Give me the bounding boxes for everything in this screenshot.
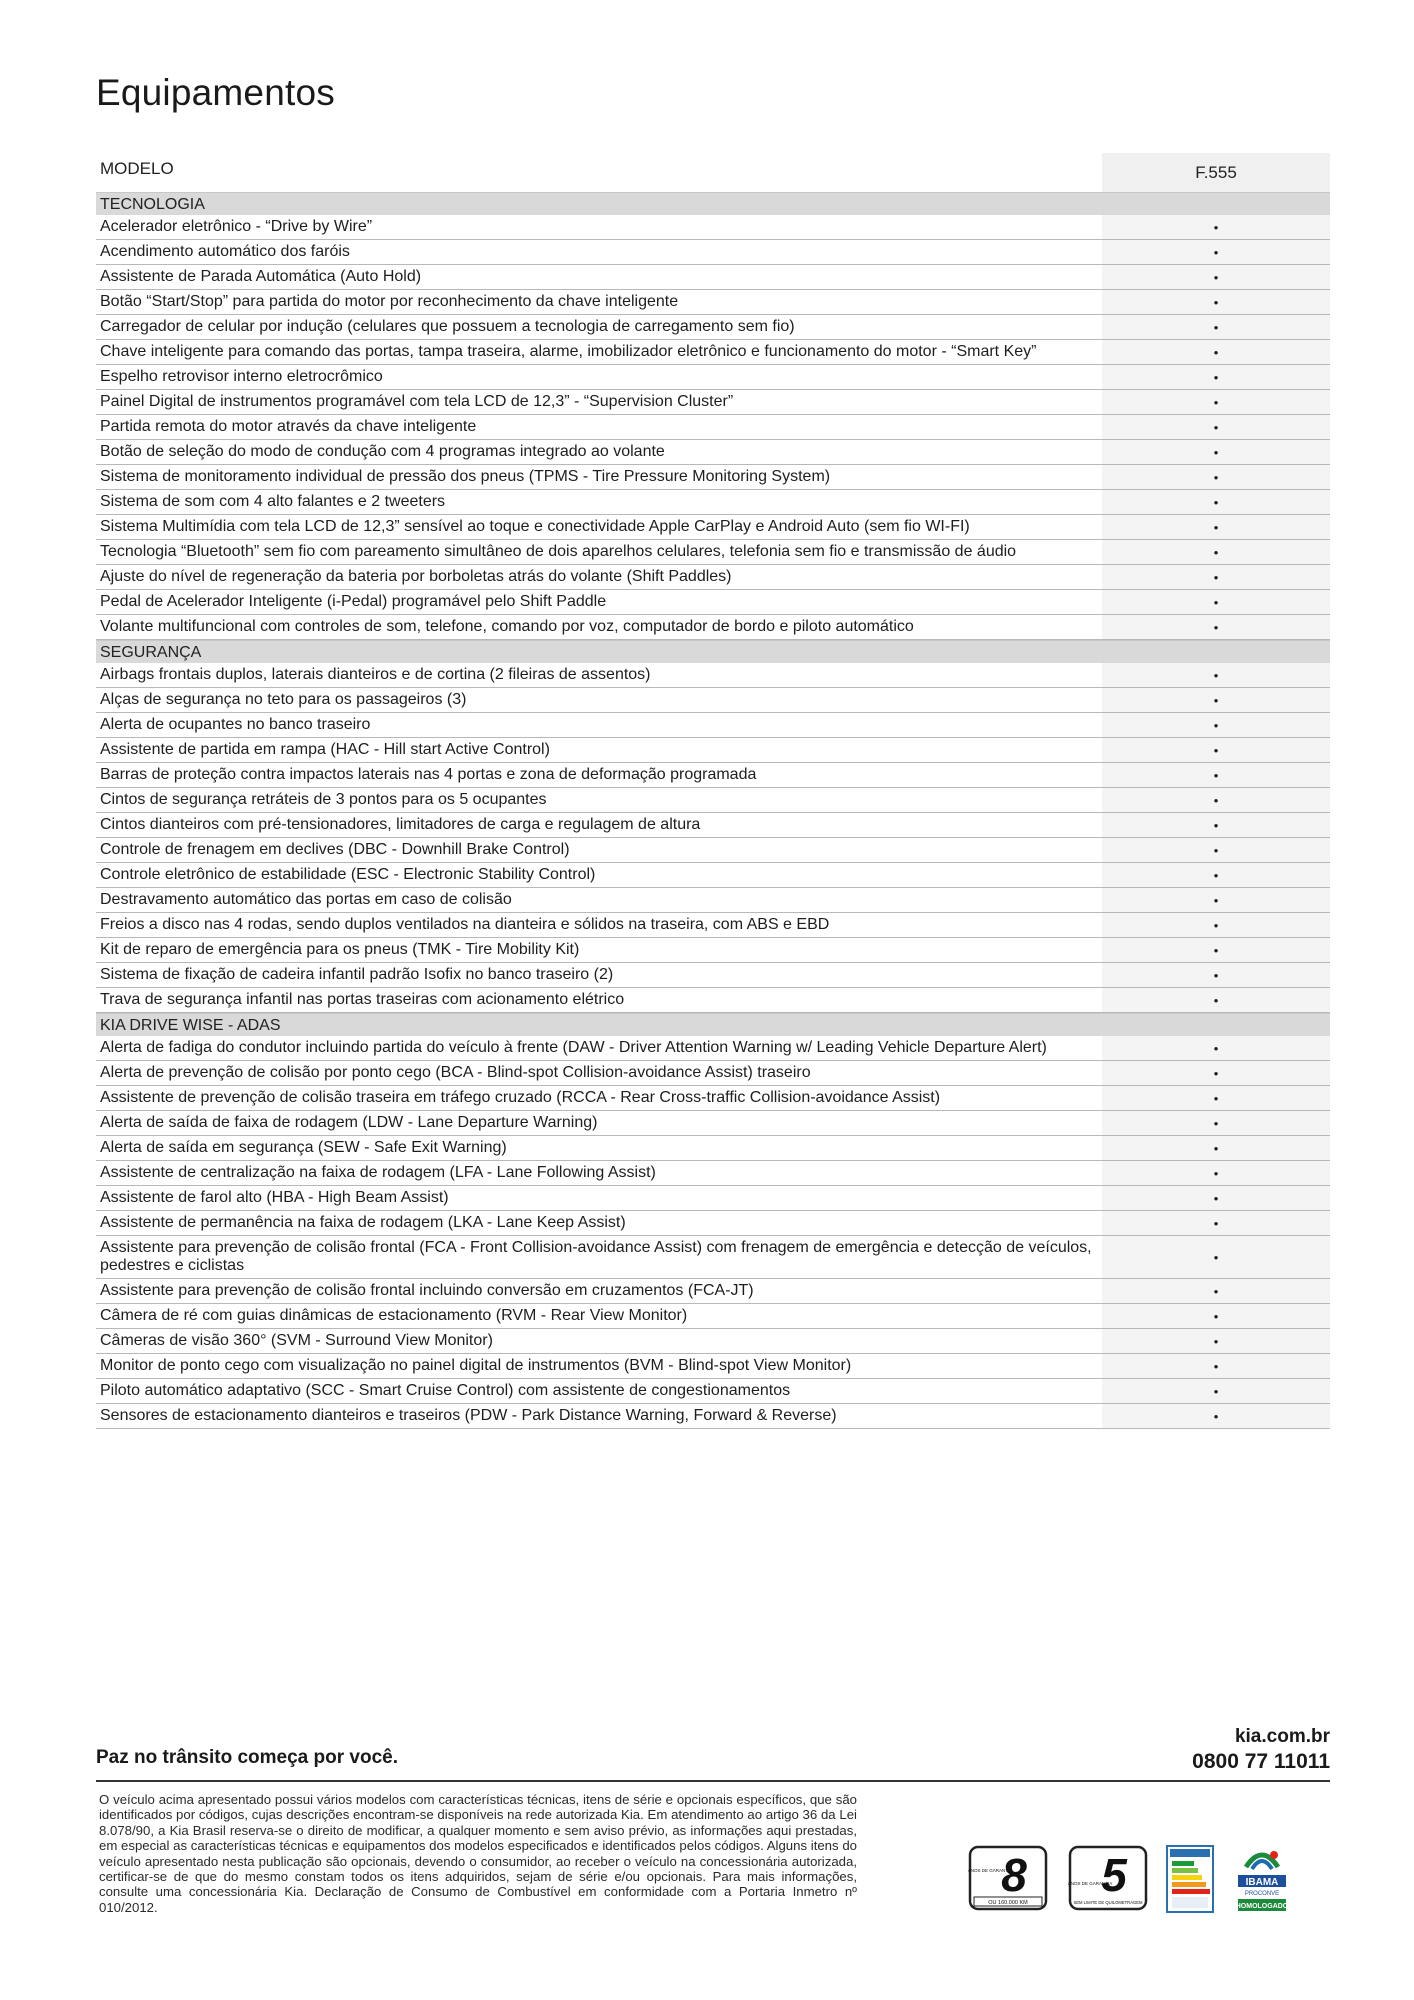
availability-bullet: • [1102,938,1330,962]
availability-bullet: • [1102,615,1330,639]
table-row [96,688,1330,713]
table-row [96,1161,1330,1186]
availability-bullet: • [1102,515,1330,539]
equipment-item: Carregador de celular por indução (celulares que possuem a tecnologia de carregamento sem fio) [100,318,795,335]
table-row [96,490,1330,515]
table-row [96,1211,1330,1236]
warranty-years: 8 [1001,1849,1027,1901]
equipment-item: Trava de segurança infantil nas portas traseiras com acionamento elétrico [100,991,625,1008]
availability-bullet: • [1102,838,1330,862]
table-row [96,813,1330,838]
equipment-item: Botão “Start/Stop” para partida do motor por reconhecimento da chave inteligente [100,293,679,310]
model-header-row [96,153,1330,192]
ibama-label: IBAMA [1245,1877,1279,1888]
availability-bullet: • [1102,713,1330,737]
equipment-item: Sistema Multimídia com tela LCD de 12,3” sensível ao toque e conectividade Apple CarPlay e Android Auto (sem fio WI-FI) [100,518,970,535]
table-row [96,1379,1330,1404]
section-header: TECNOLOGIA [96,192,1330,215]
table-row [96,663,1330,688]
table-row [96,365,1330,390]
equipment-item: Assistente de centralização na faixa de rodagem (LFA - Lane Following Assist) [100,1164,656,1181]
table-row [96,615,1330,640]
equipment-item: Acelerador eletrônico - “Drive by Wire” [100,218,373,235]
availability-bullet: • [1102,813,1330,837]
equipment-item: Painel Digital de instrumentos programável com tela LCD de 12,3” - “Supervision Cluster” [100,393,734,410]
equipment-item: Sistema de fixação de cadeira infantil padrão Isofix no banco traseiro (2) [100,966,614,983]
warranty2-years: 5 [1101,1849,1127,1901]
model-value: F.555 [1102,153,1330,192]
table-row [96,415,1330,440]
warranty2-sub: SEM LIMITE DE QUILOMETRAGEM [1073,1900,1143,1905]
table-row [96,888,1330,913]
availability-bullet: • [1102,1379,1330,1403]
table-row [96,290,1330,315]
equipment-item: Botão de seleção do modo de condução com 4 programas integrado ao volante [100,443,665,460]
availability-bullet: • [1102,688,1330,712]
equipment-item: Cintos de segurança retráteis de 3 pontos para os 5 ocupantes [100,791,547,808]
table-row [96,315,1330,340]
table-row [96,465,1330,490]
availability-bullet: • [1102,415,1330,439]
equipment-item: Sistema de monitoramento individual de pressão dos pneus (TPMS - Tire Pressure Monitoring System) [100,468,831,485]
table-row [96,938,1330,963]
equipment-item: Destravamento automático das portas em caso de colisão [100,891,512,908]
table-row [96,913,1330,938]
equipment-item: Cintos dianteiros com pré-tensionadores, limitadores de carga e regulagem de altura [100,816,701,833]
phone-number: 0800 77 11011 [1192,1750,1330,1773]
availability-bullet: • [1102,1404,1330,1428]
availability-bullet: • [1102,1061,1330,1085]
table-row [96,1279,1330,1304]
availability-bullet: • [1102,1329,1330,1353]
equipment-item: Assistente para prevenção de colisão frontal (FCA - Front Collision-avoidance Assist) com frenagem de emergência e detecção de veículos, pedestres e ciclistas [100,1239,1092,1274]
equipment-item: Alerta de prevenção de colisão por ponto cego (BCA - Blind-spot Collision-avoidance Assist) traseiro [100,1064,811,1081]
equipment-item: Assistente de partida em rampa (HAC - Hill start Active Control) [100,741,550,758]
equipment-item: Alerta de fadiga do condutor incluindo partida do veículo à frente (DAW - Driver Attention Warning w/ Leading Vehicle Departure Alert) [100,1039,1047,1056]
availability-bullet: • [1102,738,1330,762]
equipment-item: Ajuste do nível de regeneração da bateria por borboletas atrás do volante (Shift Paddles) [100,568,732,585]
equipment-item: Assistente de farol alto (HBA - High Beam Assist) [100,1189,449,1206]
table-row [96,1304,1330,1329]
table-row [96,788,1330,813]
equipment-item: Controle eletrônico de estabilidade (ESC - Electronic Stability Control) [100,866,596,883]
availability-bullet: • [1102,540,1330,564]
availability-bullet: • [1102,763,1330,787]
equipment-table [96,153,1330,1429]
equipment-item: Freios a disco nas 4 rodas, sendo duplos ventilados na dianteira e sólidos na traseira, com ABS e EBD [100,916,830,933]
table-row [96,1404,1330,1429]
availability-bullet: • [1102,1161,1330,1185]
availability-bullet: • [1102,215,1330,239]
contact-block [1192,1725,1330,1775]
table-row [96,515,1330,540]
warranty-5-years-badge [1068,1845,1148,1911]
warranty-sub: OU 160.000 KM [988,1900,1028,1906]
availability-bullet: • [1102,315,1330,339]
table-row [96,565,1330,590]
availability-bullet: • [1102,1111,1330,1135]
availability-bullet: • [1102,490,1330,514]
availability-bullet: • [1102,888,1330,912]
table-row [96,1061,1330,1086]
availability-bullet: • [1102,390,1330,414]
table-row [96,1236,1330,1279]
table-row [96,863,1330,888]
equipment-item: Partida remota do motor através da chave inteligente [100,418,477,435]
availability-bullet: • [1102,340,1330,364]
availability-bullet: • [1102,365,1330,389]
availability-bullet: • [1102,1279,1330,1303]
energy-label-icon [1166,1845,1214,1913]
availability-bullet: • [1102,1136,1330,1160]
warranty-caption: ANOS DE GARANTIA [968,1868,1013,1873]
section-header: SEGURANÇA [96,640,1330,663]
availability-bullet: • [1102,440,1330,464]
equipment-item: Assistente de permanência na faixa de rodagem (LKA - Lane Keep Assist) [100,1214,626,1231]
table-row [96,390,1330,415]
equipment-item: Volante multifuncional com controles de som, telefone, comando por voz, computador de bordo e piloto automático [100,618,914,635]
table-row [96,1036,1330,1061]
table-row [96,988,1330,1013]
table-row [96,738,1330,763]
section-header: KIA DRIVE WISE - ADAS [96,1013,1330,1036]
availability-bullet: • [1102,963,1330,987]
availability-bullet: • [1102,290,1330,314]
equipment-item: Tecnologia “Bluetooth” sem fio com pareamento simultâneo de dois aparelhos celulares, telefonia sem fio e transmissão de áudio [100,543,1017,560]
equipment-item: Sensores de estacionamento dianteiros e traseiros (PDW - Park Distance Warning, Forward & Reverse) [100,1407,837,1424]
equipment-item: Monitor de ponto cego com visualização no painel digital de instrumentos (BVM - Blind-spot View Monitor) [100,1357,852,1374]
availability-bullet: • [1102,1036,1330,1060]
equipment-item: Pedal de Acelerador Inteligente (i-Pedal) programável pelo Shift Paddle [100,593,607,610]
table-row [96,963,1330,988]
equipment-item: Alerta de saída em segurança (SEW - Safe Exit Warning) [100,1139,507,1156]
equipment-item: Controle de frenagem em declives (DBC - Downhill Brake Control) [100,841,570,858]
availability-bullet: • [1102,465,1330,489]
ibama-seal-text: HOMOLOGADO [1235,1903,1289,1910]
table-row [96,1329,1330,1354]
warranty-8-years-badge [968,1845,1048,1911]
equipment-item: Espelho retrovisor interno eletrocrômico [100,368,383,385]
equipment-item: Assistente de prevenção de colisão traseira em tráfego cruzado (RCCA - Rear Cross-traffic Collision-avoidance Assist) [100,1089,941,1106]
equipment-item: Assistente para prevenção de colisão frontal incluindo conversão em cruzamentos (FCA-JT) [100,1282,754,1299]
table-row [96,1354,1330,1379]
page-title: Equipamentos [96,72,335,113]
equipment-item: Alerta de saída de faixa de rodagem (LDW - Lane Departure Warning) [100,1114,598,1131]
ibama-seal-icon [1232,1839,1292,1919]
table-row [96,1186,1330,1211]
availability-bullet: • [1102,1086,1330,1110]
availability-bullet: • [1102,1211,1330,1235]
table-row [96,265,1330,290]
table-row [96,713,1330,738]
equipment-item: Alças de segurança no teto para os passageiros (3) [100,691,467,708]
equipment-item: Piloto automático adaptativo (SCC - Smart Cruise Control) com assistente de congestionamentos [100,1382,791,1399]
availability-bullet: • [1102,240,1330,264]
legal-disclaimer: O veículo acima apresentado possui vários modelos com características técnicas, itens de série e opcionais específicos, que são identificados por códigos, cujas descrições encontram-se disponíveis na rede autorizada Kia. Em atendimento ao artigo 36 da Lei 8.078/90, a Kia Brasil reserva-se o direito de modificar, a qualquer momento e sem aviso prévio, as informações aqui prestadas, em especial as características técnicas e equipamentos dos modelos especificados e identificados pelos códigos. Alguns itens do veículo apresentado nesta publicação são opcionais, devendo o consumidor, ao receber o veículo na concessionária autorizada, certificar-se de que do mesmo constam todos os itens adquiridos, sejam de série e/ou opcionais. Para mais informações, consulte uma concessionária Kia. Declaração de Consumo de Combustível em conformidade com a Portaria Inmetro nº 010/2012. [99,1792,857,1915]
equipment-item: Alerta de ocupantes no banco traseiro [100,716,371,733]
warranty2-caption: ANOS DE GARANTIA [1068,1881,1113,1886]
availability-bullet: • [1102,590,1330,614]
availability-bullet: • [1102,1304,1330,1328]
availability-bullet: • [1102,565,1330,589]
equipment-item: Sistema de som com 4 alto falantes e 2 tweeters [100,493,446,510]
equipment-item: Chave inteligente para comando das portas, tampa traseira, alarme, imobilizador eletrônico e funcionamento do motor - “Smart Key” [100,343,1037,360]
availability-bullet: • [1102,1236,1330,1278]
equipment-item: Câmeras de visão 360° (SVM - Surround View Monitor) [100,1332,493,1349]
table-body [96,192,1330,1429]
tagline: Paz no trânsito começa por você. [96,1747,398,1768]
table-row [96,1136,1330,1161]
table-row [96,590,1330,615]
equipment-item: Câmera de ré com guias dinâmicas de estacionamento (RVM - Rear View Monitor) [100,1307,688,1324]
equipment-item: Barras de proteção contra impactos laterais nas 4 portas e zona de deformação programada [100,766,757,783]
equipment-item: Airbags frontais duplos, laterais dianteiros e de cortina (2 fileiras de assentos) [100,666,651,683]
table-row [96,540,1330,565]
equipment-item: Assistente de Parada Automática (Auto Hold) [100,268,422,285]
table-row [96,440,1330,465]
availability-bullet: • [1102,1186,1330,1210]
table-row [96,838,1330,863]
availability-bullet: • [1102,788,1330,812]
table-row [96,1111,1330,1136]
ibama-sub: PROCONVE [1244,1891,1280,1897]
availability-bullet: • [1102,663,1330,687]
table-row [96,215,1330,240]
table-row [96,1086,1330,1111]
availability-bullet: • [1102,1354,1330,1378]
table-row [96,763,1330,788]
website-link[interactable]: kia.com.br [1234,1726,1330,1747]
table-row [96,240,1330,265]
availability-bullet: • [1102,988,1330,1012]
availability-bullet: • [1102,913,1330,937]
footer-divider [96,1780,1330,1782]
availability-bullet: • [1102,863,1330,887]
model-label: MODELO [100,159,174,178]
table-row [96,340,1330,365]
equipment-item: Acendimento automático dos faróis [100,243,350,260]
availability-bullet: • [1102,265,1330,289]
equipment-item: Kit de reparo de emergência para os pneus (TMK - Tire Mobility Kit) [100,941,580,958]
